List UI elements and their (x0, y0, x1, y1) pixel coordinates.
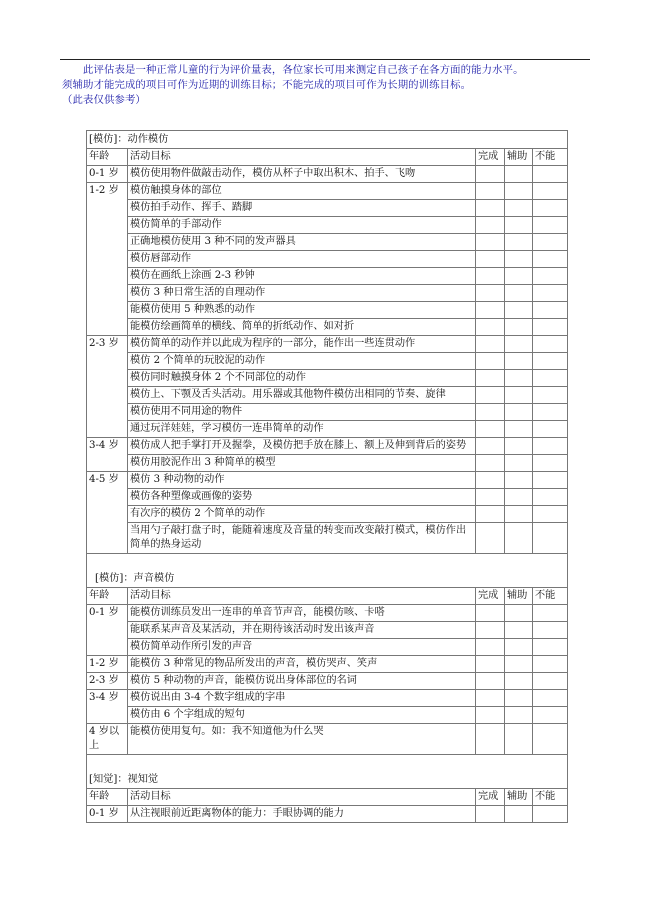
goal-cell: 模仿 2 个简单的玩胶泥的动作 (128, 353, 476, 370)
column-header-done: 完成 (476, 149, 505, 166)
column-header-goal: 活动目标 (128, 789, 476, 806)
goal-cell: 模仿使用物件做敲击动作，模仿从杯子中取出积木、拍手、飞吻 (128, 166, 476, 183)
section-title-row (87, 570, 568, 588)
table-row (87, 806, 568, 823)
table-row (87, 421, 568, 438)
table-row (87, 336, 568, 353)
intro-line-2: 须辅助才能完成的项目可作为近期的训练目标；不能完成的项目可作为长期的训练目标。 (62, 79, 472, 91)
check-cell-cannot[interactable] (533, 673, 568, 690)
assessment-table (86, 130, 568, 823)
check-cell-assist[interactable] (505, 806, 533, 823)
check-cell-assist[interactable] (505, 639, 533, 656)
check-cell-cannot[interactable] (533, 639, 568, 656)
age-cell: 4-5 岁 (87, 472, 128, 554)
check-cell-done[interactable] (476, 523, 505, 554)
age-cell: 2-3 岁 (87, 336, 128, 438)
check-cell-assist[interactable] (505, 523, 533, 554)
column-header-row (87, 588, 568, 605)
table-row (87, 285, 568, 302)
column-header-done: 完成 (476, 789, 505, 806)
table-row (87, 690, 568, 707)
section-title: [模仿]：声音模仿 (87, 570, 568, 588)
check-cell-cannot[interactable] (533, 370, 568, 387)
check-cell-done[interactable] (476, 673, 505, 690)
table-row (87, 472, 568, 489)
goal-cell: 模仿触摸身体的部位 (128, 183, 476, 200)
table-row (87, 707, 568, 724)
check-cell-done[interactable] (476, 183, 505, 200)
table-row (87, 506, 568, 523)
spacer-cell (87, 755, 568, 772)
table-row (87, 404, 568, 421)
goal-cell: 模仿使用不同用途的物件 (128, 404, 476, 421)
goal-cell: 当用勺子敲打盘子时，能随着速度及音量的转变而改变敲打模式，模仿作出简单的热身运动 (128, 523, 476, 554)
goal-cell: 正确地模仿使用 3 种不同的发声器具 (128, 234, 476, 251)
check-cell-done[interactable] (476, 166, 505, 183)
section-title-row (87, 131, 568, 149)
age-cell: 4 岁以上 (87, 724, 128, 755)
age-cell: 1-2 岁 (87, 656, 128, 673)
check-cell-assist[interactable] (505, 656, 533, 673)
check-cell-done[interactable] (476, 404, 505, 421)
check-cell-assist[interactable] (505, 285, 533, 302)
goal-cell: 模仿简单的手部动作 (128, 217, 476, 234)
goal-cell: 模仿简单的动作并以此成为程序的一部分，能作出一些连贯动作 (128, 336, 476, 353)
check-cell-cannot[interactable] (533, 404, 568, 421)
check-cell-done[interactable] (476, 472, 505, 489)
check-cell-done[interactable] (476, 724, 505, 755)
table-row (87, 387, 568, 404)
check-cell-assist[interactable] (505, 724, 533, 755)
check-cell-cannot[interactable] (533, 455, 568, 472)
check-cell-assist[interactable] (505, 707, 533, 724)
table-row (87, 622, 568, 639)
check-cell-cannot[interactable] (533, 319, 568, 336)
table-row (87, 370, 568, 387)
check-cell-assist[interactable] (505, 690, 533, 707)
check-cell-done[interactable] (476, 489, 505, 506)
age-cell: 1-2 岁 (87, 183, 128, 336)
check-cell-cannot[interactable] (533, 506, 568, 523)
column-header-cannot: 不能 (533, 588, 568, 605)
section-spacer (87, 554, 568, 571)
goal-cell: 模仿简单动作所引发的声音 (128, 639, 476, 656)
check-cell-assist[interactable] (505, 622, 533, 639)
goal-cell: 模仿同时触摸身体 2 个不同部位的动作 (128, 370, 476, 387)
goal-cell: 能模仿训练员发出一连串的单音节声音，能模仿咳、卡嗒 (128, 605, 476, 622)
check-cell-done[interactable] (476, 217, 505, 234)
goal-cell: 模仿成人把手掌打开及握拳，及模仿把手放在膝上、额上及伸到背后的姿势 (128, 438, 476, 455)
check-cell-done[interactable] (476, 234, 505, 251)
check-cell-done[interactable] (476, 506, 505, 523)
column-header-age: 年龄 (87, 149, 128, 166)
table-row (87, 251, 568, 268)
check-cell-cannot[interactable] (533, 622, 568, 639)
goal-cell: 能联系某声音及某活动，并在期待该活动时发出该声音 (128, 622, 476, 639)
check-cell-cannot[interactable] (533, 285, 568, 302)
check-cell-done[interactable] (476, 370, 505, 387)
check-cell-done[interactable] (476, 251, 505, 268)
column-header-age: 年龄 (87, 588, 128, 605)
check-cell-cannot[interactable] (533, 438, 568, 455)
goal-cell: 模仿在画纸上涂画 2-3 秒钟 (128, 268, 476, 285)
check-cell-cannot[interactable] (533, 387, 568, 404)
goal-cell: 模仿唇部动作 (128, 251, 476, 268)
table-row (87, 605, 568, 622)
intro-line-1: 此评估表是一种正常儿童的行为评价量表，各位家长可用来测定自己孩子在各方面的能力水平。 (83, 64, 524, 76)
column-header-row (87, 789, 568, 806)
check-cell-done[interactable] (476, 707, 505, 724)
table-row (87, 489, 568, 506)
age-cell: 3-4 岁 (87, 438, 128, 472)
check-cell-assist[interactable] (505, 472, 533, 489)
table-row (87, 455, 568, 472)
goal-cell: 模仿 5 种动物的声音，能模仿说出身体部位的名词 (128, 673, 476, 690)
check-cell-assist[interactable] (505, 489, 533, 506)
goal-cell: 能模仿绘画简单的横线、简单的折纸动作、如对折 (128, 319, 476, 336)
check-cell-assist[interactable] (505, 353, 533, 370)
check-cell-assist[interactable] (505, 455, 533, 472)
check-cell-assist[interactable] (505, 336, 533, 353)
table-row (87, 353, 568, 370)
table-row (87, 724, 568, 755)
check-cell-assist[interactable] (505, 404, 533, 421)
check-cell-done[interactable] (476, 455, 505, 472)
column-header-row (87, 149, 568, 166)
age-cell: 0-1 岁 (87, 166, 128, 183)
check-cell-done[interactable] (476, 639, 505, 656)
check-cell-cannot[interactable] (533, 217, 568, 234)
table-row (87, 656, 568, 673)
table-row (87, 673, 568, 690)
table-row (87, 166, 568, 183)
check-cell-assist[interactable] (505, 166, 533, 183)
check-cell-cannot[interactable] (533, 200, 568, 217)
table-row (87, 183, 568, 200)
check-cell-cannot[interactable] (533, 690, 568, 707)
header-rule (60, 59, 590, 60)
table-row (87, 302, 568, 319)
check-cell-done[interactable] (476, 656, 505, 673)
check-cell-done[interactable] (476, 387, 505, 404)
check-cell-cannot[interactable] (533, 707, 568, 724)
column-header-assist: 辅助 (505, 149, 533, 166)
check-cell-done[interactable] (476, 605, 505, 622)
section-title-row (87, 771, 568, 789)
goal-cell: 模仿 3 种动物的动作 (128, 472, 476, 489)
check-cell-cannot[interactable] (533, 605, 568, 622)
check-cell-cannot[interactable] (533, 724, 568, 755)
check-cell-done[interactable] (476, 200, 505, 217)
check-cell-cannot[interactable] (533, 806, 568, 823)
check-cell-assist[interactable] (505, 268, 533, 285)
table-row (87, 234, 568, 251)
goal-cell: 能模仿 3 种常见的物品所发出的声音，模仿哭声、笑声 (128, 656, 476, 673)
check-cell-assist[interactable] (505, 370, 533, 387)
check-cell-cannot[interactable] (533, 353, 568, 370)
goal-cell: 模仿用胶泥作出 3 种简单的模型 (128, 455, 476, 472)
check-cell-assist[interactable] (505, 319, 533, 336)
column-header-goal: 活动目标 (128, 588, 476, 605)
column-header-goal: 活动目标 (128, 149, 476, 166)
goal-cell: 能模仿使用 5 种熟悉的动作 (128, 302, 476, 319)
check-cell-done[interactable] (476, 421, 505, 438)
goal-cell: 模仿各种塑像或画像的姿势 (128, 489, 476, 506)
section-title: [知觉]：视知觉 (87, 771, 568, 789)
check-cell-done[interactable] (476, 622, 505, 639)
check-cell-done[interactable] (476, 806, 505, 823)
check-cell-cannot[interactable] (533, 489, 568, 506)
age-cell: 3-4 岁 (87, 690, 128, 724)
age-cell: 0-1 岁 (87, 806, 128, 823)
table-row (87, 319, 568, 336)
check-cell-done[interactable] (476, 690, 505, 707)
check-cell-done[interactable] (476, 336, 505, 353)
check-cell-cannot[interactable] (533, 421, 568, 438)
table-row (87, 639, 568, 656)
table-row (87, 200, 568, 217)
column-header-assist: 辅助 (505, 588, 533, 605)
table-row (87, 438, 568, 455)
check-cell-assist[interactable] (505, 506, 533, 523)
goal-cell: 有次序的模仿 2 个简单的动作 (128, 506, 476, 523)
intro-text (62, 63, 592, 108)
column-header-assist: 辅助 (505, 789, 533, 806)
check-cell-assist[interactable] (505, 183, 533, 200)
check-cell-cannot[interactable] (533, 166, 568, 183)
intro-line-3: （此表仅供参考） (62, 94, 146, 106)
column-header-cannot: 不能 (533, 789, 568, 806)
check-cell-assist[interactable] (505, 302, 533, 319)
table-row (87, 523, 568, 554)
check-cell-assist[interactable] (505, 438, 533, 455)
check-cell-assist[interactable] (505, 387, 533, 404)
check-cell-assist[interactable] (505, 251, 533, 268)
check-cell-done[interactable] (476, 302, 505, 319)
check-cell-assist[interactable] (505, 605, 533, 622)
check-cell-cannot[interactable] (533, 336, 568, 353)
goal-cell: 模仿说出由 3-4 个数字组成的字串 (128, 690, 476, 707)
check-cell-cannot[interactable] (533, 251, 568, 268)
goal-cell: 从注视眼前近距离物体的能力：手眼协调的能力 (128, 806, 476, 823)
spacer-cell (87, 554, 568, 571)
age-cell: 0-1 岁 (87, 605, 128, 656)
table-row (87, 268, 568, 285)
check-cell-cannot[interactable] (533, 302, 568, 319)
check-cell-done[interactable] (476, 285, 505, 302)
goal-cell: 模仿拍手动作、挥手、踏脚 (128, 200, 476, 217)
goal-cell: 模仿由 6 个字组成的短句 (128, 707, 476, 724)
check-cell-assist[interactable] (505, 421, 533, 438)
section-title: [模仿]：动作模仿 (87, 131, 568, 149)
check-cell-done[interactable] (476, 268, 505, 285)
column-header-age: 年龄 (87, 789, 128, 806)
check-cell-assist[interactable] (505, 217, 533, 234)
column-header-done: 完成 (476, 588, 505, 605)
check-cell-cannot[interactable] (533, 523, 568, 554)
check-cell-cannot[interactable] (533, 183, 568, 200)
check-cell-assist[interactable] (505, 673, 533, 690)
check-cell-done[interactable] (476, 353, 505, 370)
goal-cell: 模仿 3 种日常生活的自理动作 (128, 285, 476, 302)
goal-cell: 能模仿使用复句。如：我不知道他为什么哭 (128, 724, 476, 755)
goal-cell: 模仿上、下颚及舌头活动。用乐器或其他物件模仿出相同的节奏、旋律 (128, 387, 476, 404)
column-header-cannot: 不能 (533, 149, 568, 166)
check-cell-cannot[interactable] (533, 472, 568, 489)
section-spacer (87, 755, 568, 772)
age-cell: 2-3 岁 (87, 673, 128, 690)
check-cell-done[interactable] (476, 438, 505, 455)
check-cell-done[interactable] (476, 319, 505, 336)
check-cell-cannot[interactable] (533, 234, 568, 251)
check-cell-cannot[interactable] (533, 268, 568, 285)
check-cell-assist[interactable] (505, 200, 533, 217)
check-cell-cannot[interactable] (533, 656, 568, 673)
goal-cell: 通过玩洋娃娃，学习模仿一连串简单的动作 (128, 421, 476, 438)
table-row (87, 217, 568, 234)
check-cell-assist[interactable] (505, 234, 533, 251)
